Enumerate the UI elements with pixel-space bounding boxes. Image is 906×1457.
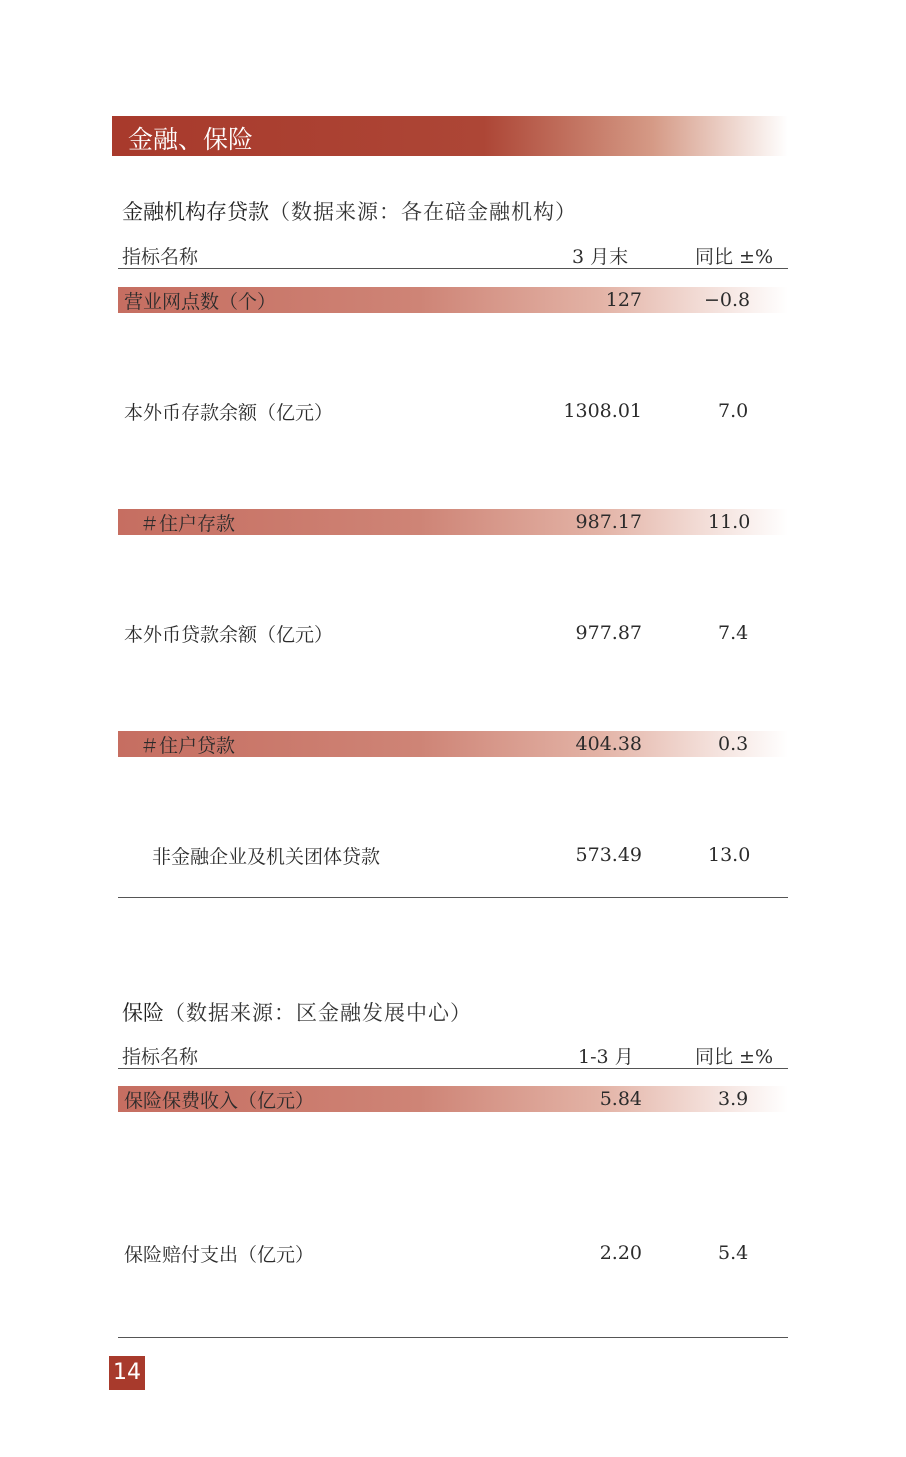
- page-number: 14: [109, 1356, 145, 1390]
- finance-col-value: 3 月末: [572, 246, 629, 268]
- finance-row-value: 977.87: [575, 622, 642, 644]
- finance-row-name: 营业网点数（个）: [124, 291, 277, 313]
- finance-row-name: 非金融企业及机关团体贷款: [152, 846, 381, 868]
- finance-row-name: 本外币存款余额（亿元）: [124, 402, 334, 424]
- finance-row-name: 本外币贷款余额（亿元）: [124, 624, 334, 646]
- insurance-row-name: 保险赔付支出（亿元）: [124, 1244, 315, 1266]
- insurance-row-value: 5.84: [599, 1088, 642, 1110]
- insurance-heading: [122, 997, 472, 1027]
- insurance-row-name: 保险保费收入（亿元）: [124, 1090, 315, 1112]
- finance-row-value: 1308.01: [563, 400, 642, 422]
- finance-row-value: 573.49: [575, 844, 642, 866]
- insurance-heading-source: （数据来源：区金融发展中心）: [164, 1001, 472, 1025]
- insurance-bottom-rule: [118, 1337, 788, 1338]
- finance-heading-title: 金融机构存贷款: [122, 200, 269, 224]
- finance-row-yoy: −0.8: [704, 289, 751, 311]
- finance-header-rule: [118, 268, 788, 269]
- insurance-heading-title: 保险: [122, 1001, 164, 1025]
- finance-row-yoy: 0.3: [718, 733, 749, 755]
- insurance-row-yoy: 3.9: [718, 1088, 749, 1110]
- insurance-col-value: 1-3 月: [578, 1046, 634, 1068]
- finance-row-yoy: 13.0: [708, 844, 751, 866]
- section-title: 金融、保险: [128, 125, 254, 154]
- section-banner: [112, 116, 788, 156]
- finance-row-yoy: 7.0: [718, 400, 749, 422]
- finance-bottom-rule: [118, 897, 788, 898]
- finance-row-value: 987.17: [575, 511, 642, 533]
- finance-col-yoy: 同比 ±%: [695, 246, 774, 268]
- finance-row-value: 404.38: [575, 733, 642, 755]
- finance-row-value: 127: [605, 289, 642, 311]
- insurance-header-rule: [118, 1068, 788, 1069]
- finance-row-yoy: 11.0: [708, 511, 751, 533]
- finance-row-name: ＃住户贷款: [140, 735, 236, 757]
- finance-heading: [122, 196, 577, 226]
- insurance-col-yoy: 同比 ±%: [695, 1046, 774, 1068]
- insurance-row-value: 2.20: [599, 1242, 642, 1264]
- finance-row-yoy: 7.4: [718, 622, 749, 644]
- insurance-col-name: 指标名称: [122, 1046, 199, 1068]
- insurance-row-yoy: 5.4: [718, 1242, 749, 1264]
- finance-col-name: 指标名称: [122, 246, 199, 268]
- finance-heading-source: （数据来源：各在碚金融机构）: [269, 200, 577, 224]
- finance-row-name: ＃住户存款: [140, 513, 236, 535]
